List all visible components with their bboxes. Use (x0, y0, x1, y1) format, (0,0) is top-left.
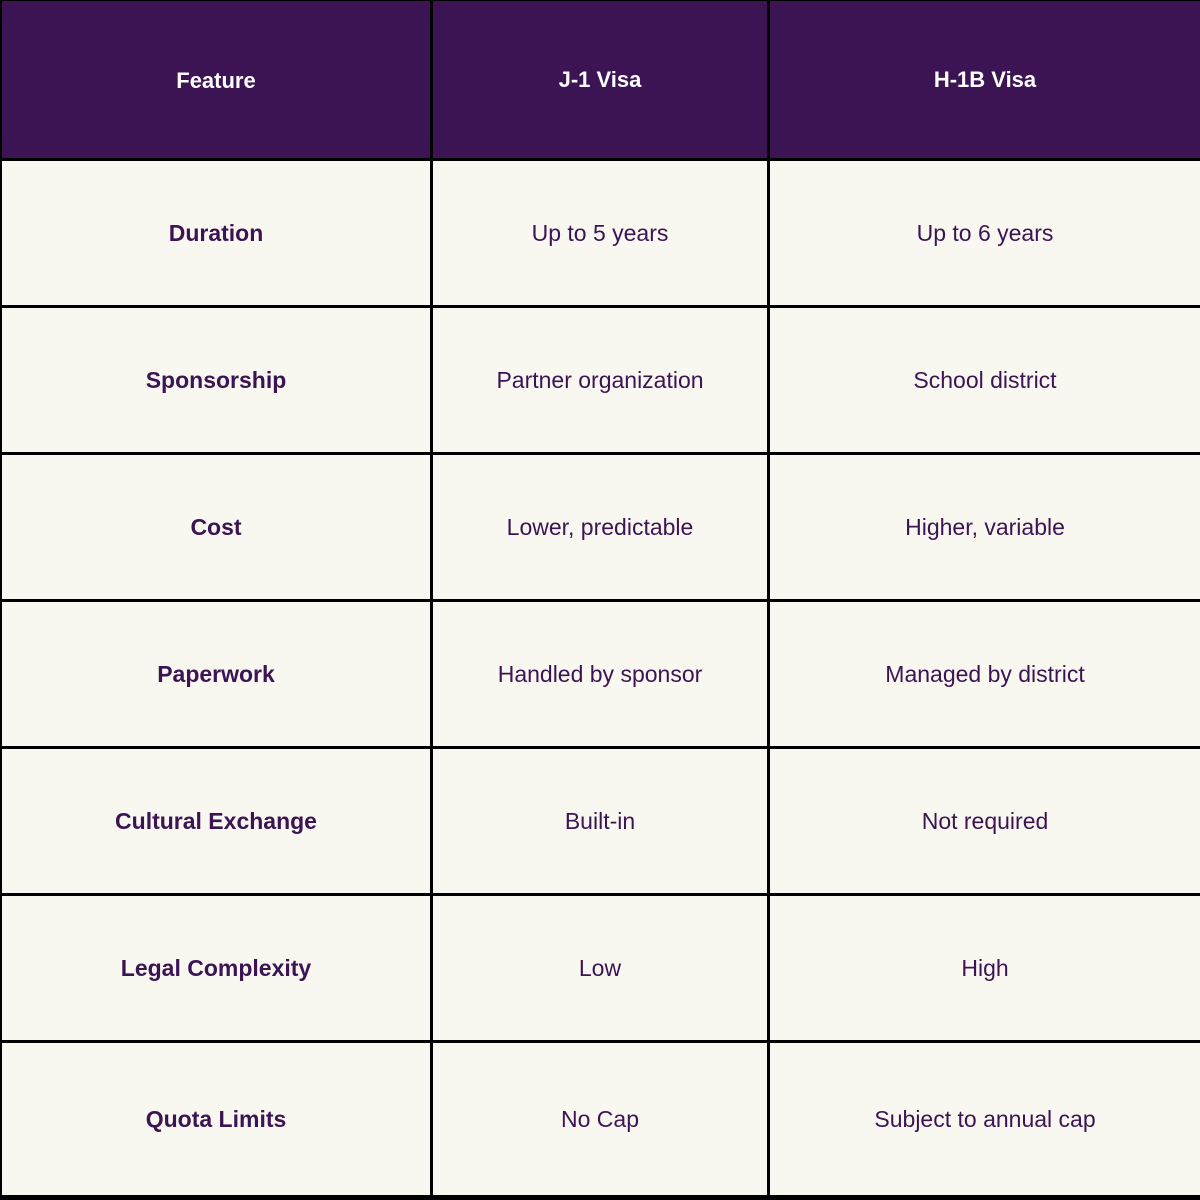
row-j1-cultural-exchange: Built-in (433, 749, 767, 893)
row-j1-paperwork: Handled by sponsor (433, 602, 767, 746)
row-feature-cost: Cost (2, 455, 430, 599)
row-feature-paperwork: Paperwork (2, 602, 430, 746)
row-j1-quota-limits: No Cap (433, 1043, 767, 1195)
row-h1b-paperwork: Managed by district (770, 602, 1200, 746)
row-feature-quota-limits: Quota Limits (2, 1043, 430, 1195)
row-h1b-legal-complexity: High (770, 896, 1200, 1040)
row-j1-cost: Lower, predictable (433, 455, 767, 599)
row-j1-duration: Up to 5 years (433, 161, 767, 305)
row-feature-sponsorship: Sponsorship (2, 308, 430, 452)
header-j1-visa: J-1 Visa (433, 1, 767, 158)
row-h1b-cost: Higher, variable (770, 455, 1200, 599)
row-h1b-cultural-exchange: Not required (770, 749, 1200, 893)
row-j1-sponsorship: Partner organization (433, 308, 767, 452)
row-feature-duration: Duration (2, 161, 430, 305)
row-feature-cultural-exchange: Cultural Exchange (2, 749, 430, 893)
row-h1b-sponsorship: School district (770, 308, 1200, 452)
header-feature: Feature (2, 1, 430, 158)
row-j1-legal-complexity: Low (433, 896, 767, 1040)
header-h1b-visa: H-1B Visa (770, 1, 1200, 158)
row-h1b-quota-limits: Subject to annual cap (770, 1043, 1200, 1195)
row-h1b-duration: Up to 6 years (770, 161, 1200, 305)
row-feature-legal-complexity: Legal Complexity (2, 896, 430, 1040)
